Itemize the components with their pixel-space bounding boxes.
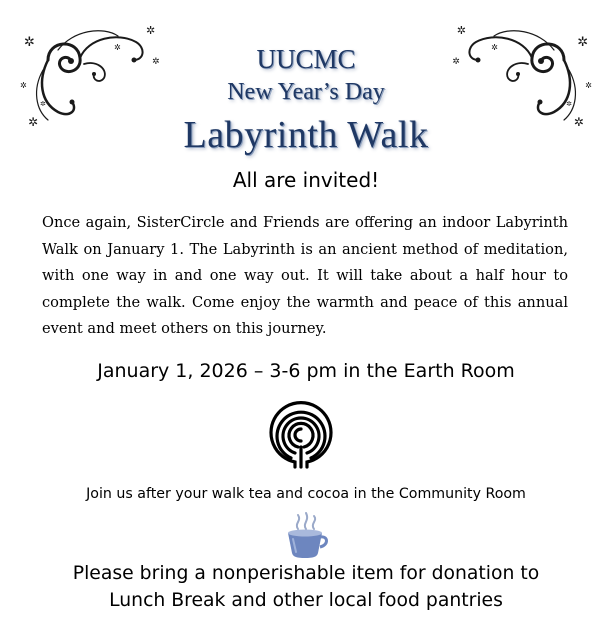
steaming-cup-icon <box>282 509 330 561</box>
event-title: Labyrinth Walk <box>183 114 429 156</box>
donation-line-2: Lunch Break and other local food pantries <box>109 590 503 611</box>
event-date-line: January 1, 2026 – 3-6 pm in the Earth Room <box>97 360 515 382</box>
svg-text:✲: ✲ <box>40 100 46 108</box>
svg-text:✲: ✲ <box>573 115 584 129</box>
svg-text:✲: ✲ <box>20 81 27 90</box>
event-description: Once again, SisterCircle and Friends are offering an indoor Labyrinth Walk on January 1. The Labyrinth is an ancient method of meditation, with one way in and one way out. It will take about a half hour to complete the walk. Come enjoy the warmth and peace of this annual event and meet others on this journey. <box>42 214 568 337</box>
labyrinth-icon <box>266 392 336 470</box>
svg-text:✲: ✲ <box>577 35 588 50</box>
svg-text:✲: ✲ <box>28 115 39 129</box>
donation-line-1: Please bring a nonperishable item for donation to <box>72 563 540 584</box>
svg-text:✲: ✲ <box>491 43 498 52</box>
svg-text:✲: ✲ <box>146 24 156 37</box>
refreshments-note: Join us after your walk tea and cocoa in the Community Room <box>86 486 526 502</box>
invite-heading: All are invited! <box>232 168 380 192</box>
svg-text:✲: ✲ <box>152 57 160 67</box>
svg-text:✲: ✲ <box>566 100 572 108</box>
svg-text:✲: ✲ <box>585 81 592 90</box>
svg-text:✲: ✲ <box>24 35 35 50</box>
event-subtitle: New Year’s Day <box>227 79 385 105</box>
svg-text:✲: ✲ <box>452 57 460 67</box>
svg-text:✲: ✲ <box>114 43 121 52</box>
donation-request <box>0 560 612 614</box>
svg-text:✲: ✲ <box>456 24 466 37</box>
org-title: UUCMC <box>256 44 356 74</box>
